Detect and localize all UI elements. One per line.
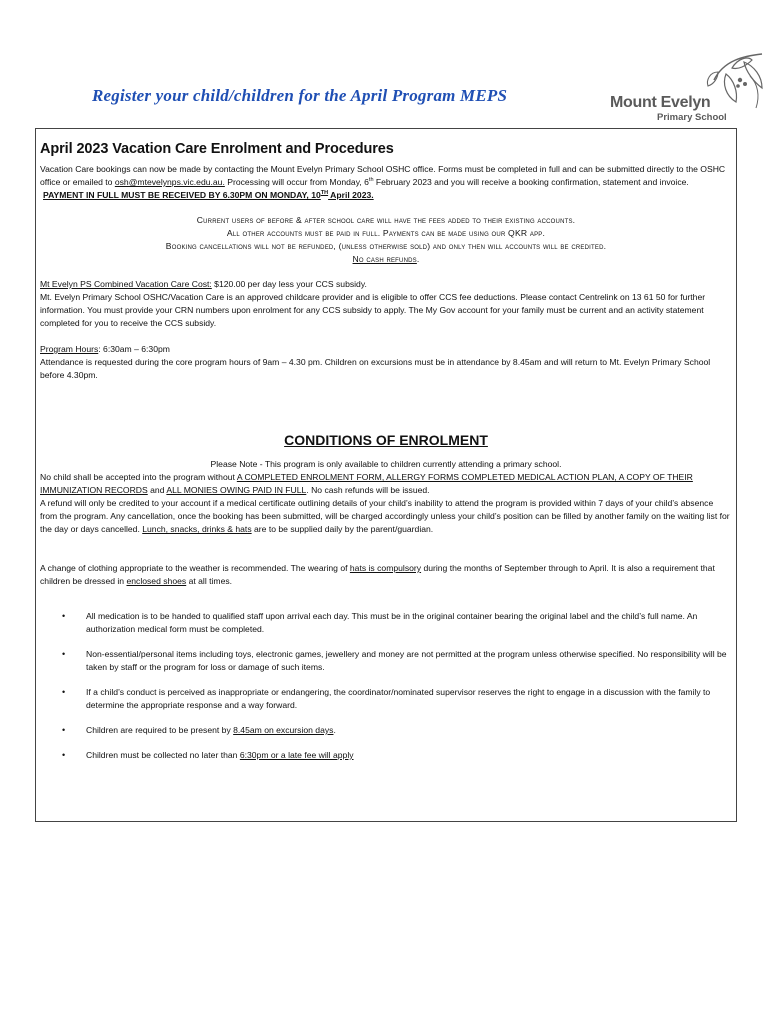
conditions-title: CONDITIONS OF ENROLMENT [284, 432, 488, 448]
conditions-note: Please Note - This program is only available to children currently attending a primary school. [210, 459, 562, 469]
clothing-paragraph: A change of clothing appropriate to the weather is recommended. The wearing of hats is compulsory during the months of September through to April. It is also a requirement that children be dressed in enclosed shoes at all times. [40, 563, 715, 586]
document-body [40, 141, 732, 762]
bullet-icon: • [62, 725, 66, 735]
cost-heading: Mt Evelyn PS Combined Vacation Care Cost: $120.00 per day less your CCS subsidy. [40, 279, 367, 289]
conditions-list [40, 610, 732, 762]
bullet-icon: • [62, 611, 66, 621]
list-item: • Children are required to be present by 8.45am on excursion days. [62, 725, 336, 735]
school-logo [608, 50, 770, 128]
oshc-email-link[interactable]: osh@mtevelynps.vic.edu.au. [114, 177, 225, 187]
gum-leaves-icon [704, 50, 768, 112]
bullet-icon: • [62, 649, 66, 659]
hours-paragraph: Attendance is requested during the core program hours of 9am – 4.30 pm. Children on excursions must be in attendance by 8.45am and will return to Mt. Evelyn Primary School before 4.30pm. [40, 357, 711, 380]
notice-line-1: Current users of before & after school care will have the fees added to their existing accounts. [196, 215, 576, 225]
booking-paragraph: Vacation Care bookings can now be made by contacting the Mount Evelyn Primary School OSHC office. Forms must be completed in full and can be submitted directly to the OSHC office or emailed to osh@mtevelynps.vic.edu.au. Processing will occur from Monday, 6th February 2023 and you will receive a booking confirmation, statement and invoice. [40, 164, 726, 187]
procedures-title: April 2023 Vacation Care Enrolment and Procedures [40, 141, 394, 157]
page-header-title: Register your child/children for the April Program MEPS [92, 86, 508, 105]
refund-paragraph: A refund will only be credited to your account if a medical certificate outlining details of your child’s inability to attend the program is provided within 7 days of your child’s absence from the program. Any cancellation, once the booking has been submitted, will be charged accordingly unless your child’s position can be filled by another family on the waiting list for the day or days cancelled. Lunch, snacks, drinks & hats are to be supplied daily by the parent/guardian. [40, 498, 730, 534]
notice-line-2: All other accounts must be paid in full. Payments can be made using our QKR app. [226, 228, 546, 238]
list-item: • Non-essential/personal items including toys, electronic games, jewellery and money are not permitted at the program unless otherwise specified. No responsibility will be taken by staff or the program for loss or damage of such items. [62, 649, 727, 672]
list-item: • Children must be collected no later than 6:30pm or a late fee will apply [62, 750, 354, 760]
payment-deadline: PAYMENT IN FULL MUST BE RECEIVED BY 6.30PM ON MONDAY, 10TH April 2023. [43, 190, 374, 200]
list-item: • All medication is to be handed to qualified staff upon arrival each day. This must be in the original container bearing the original label and the child’s full name. An authorization medical form must be completed. [62, 611, 698, 634]
list-item: • If a child’s conduct is perceived as inappropriate or endangering, the coordinator/nominated supervisor reserves the right to engage in a discussion with the family to determine the appropriate response and a way forward. [62, 687, 711, 710]
notice-line-3: Booking cancellations will not be refunded, (unless otherwise sold) and only then will accounts will be credited. [165, 241, 607, 251]
cost-paragraph: Mt. Evelyn Primary School OSHC/Vacation Care is an approved childcare provider and is eligible to offer CCS fee deductions. Please contact Centrelink on 13 61 50 for further information. You must provide your CRN numbers upon enrolment for any CCS subsidy to apply. The My Gov account for your family must be current and an activity statement completed for you to receive the CCS subsidy. [40, 292, 706, 328]
bullet-icon: • [62, 687, 66, 697]
acceptance-paragraph: No child shall be accepted into the program without A COMPLETED ENROLMENT FORM, ALLERGY FORMS COMPLETED MEDICAL ACTION PLAN, A COPY OF THEIR IMMUNIZATION RECORDS and ALL MONIES OWING PAID IN FULL. No cash refunds will be issued. [40, 472, 693, 495]
logo-school-name: Mount Evelyn [610, 94, 711, 111]
bullet-icon: • [62, 750, 66, 760]
notice-line-4: No cash refunds. [352, 254, 420, 264]
logo-school-subtitle: Primary School [657, 112, 727, 123]
hours-heading: Program Hours: 6:30am – 6:30pm [40, 344, 170, 354]
